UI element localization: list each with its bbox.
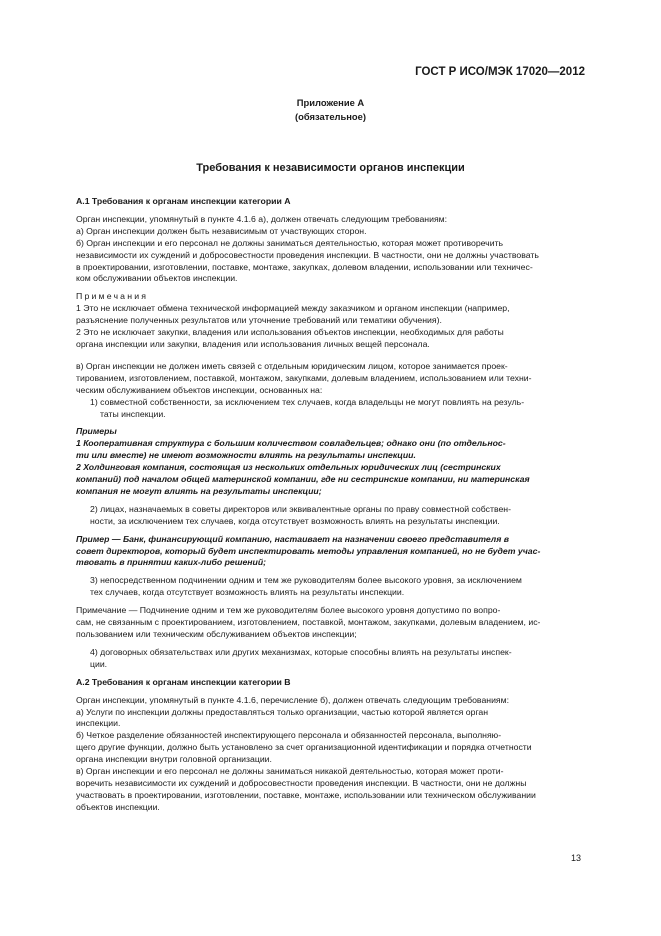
paragraph: б) Орган инспекции и его персонал не должны заниматься деятельностью, которая может противоречить bbox=[76, 237, 504, 248]
list-item: тех случаев, когда отсутствует возможность влиять на результаты инспекции. bbox=[90, 587, 405, 598]
note: органа инспекции или закупки, владения или использования личных вещей персонала. bbox=[76, 338, 430, 349]
paragraph: в проектировании, изготовлении, поставке, монтаже, закупках, долевом владении, использовании или техничес- bbox=[76, 261, 533, 272]
list-item: 2) лицах, назначаемых в советы директоров или эквивалентные органы по праву совместной собствен- bbox=[90, 503, 511, 514]
list-item: ции. bbox=[90, 658, 108, 669]
list-item: 4) договорных обязательствах или других механизмах, которые способны влиять на результаты инспек- bbox=[90, 646, 512, 657]
note: 2 Это не исключает закупки, владения или использования объектов инспекции, необходимых для работы bbox=[76, 327, 504, 338]
notes-heading: Примечания bbox=[76, 291, 149, 302]
appendix-title bbox=[0, 96, 661, 124]
standard-header: ГОСТ Р ИСО/МЭК 17020—2012 bbox=[415, 66, 585, 78]
paragraph: Орган инспекции, упомянутый в пункте 4.1.6, перечисление б), должен отвечать следующим требованиям: bbox=[76, 694, 510, 705]
paragraph: независимости их суждений и добросовестности проведения инспекции. В частности, они не должны участвовать bbox=[76, 249, 539, 260]
note: сам, не связанным с проектированием, изготовлением, поставкой, монтажом, закупками, долевым владением, ис- bbox=[76, 617, 541, 628]
example: твовать в принятии каких-либо решений; bbox=[76, 557, 267, 568]
page-number: 13 bbox=[570, 853, 581, 863]
example: 2 Холдинговая компания, состоящая из нескольких отдельных юридических лиц (сестринских bbox=[76, 462, 501, 473]
paragraph: Орган инспекции, упомянутый в пункте 4.1.6 а), должен отвечать следующим требованиям: bbox=[76, 213, 448, 224]
paragraph: тированием, изготовлением, поставкой, монтажом, закупками, долевым владением, использованием или техни- bbox=[76, 372, 532, 383]
paragraph: а) Орган инспекции должен быть независимым от участвующих сторон. bbox=[76, 225, 367, 236]
appendix-subtitle: (обязательное) bbox=[295, 111, 366, 122]
paragraph: воречить независимости их суждений и добросовестности проведения инспекции. В частности, они не должны bbox=[76, 777, 527, 788]
example: 1 Кооперативная структура с большим количеством совладельцев; однако они (по отдельнос- bbox=[76, 438, 506, 449]
paragraph: объектов инспекции. bbox=[76, 801, 160, 812]
paragraph: в) Орган инспекции не должен иметь связей с отдельным юридическим лицом, которое занимается проек- bbox=[76, 360, 508, 371]
note: Примечание — Подчинение одним и тем же руководителям более высокого уровня допустимо по вопро- bbox=[76, 605, 501, 616]
example: Пример — Банк, финансирующий компанию, настаивает на назначении своего представителя в bbox=[76, 533, 509, 544]
section-heading-a1: А.1 Требования к органам инспекции категории А bbox=[76, 196, 291, 206]
paragraph: органа инспекции внутри головной организации. bbox=[76, 754, 272, 765]
paragraph: а) Услуги по инспекции должны предоставляться только организации, частью которой является орган bbox=[76, 706, 489, 717]
example: компания не могут влиять на результаты инспекции; bbox=[76, 485, 322, 496]
example: совет директоров, который будет инспектировать методы управления компанией, но не будет учас- bbox=[76, 545, 541, 556]
paragraph: щего другие функции, должно быть установлено за счет организационной идентификации и порядка отчетности bbox=[76, 742, 532, 753]
appendix-label: Приложение А bbox=[296, 97, 365, 108]
paragraph: ком обслуживании объектов инспекции. bbox=[76, 273, 238, 284]
list-item: 1) совместной собственности, за исключением тех случаев, когда владельцы не могут повлиять на резуль- bbox=[90, 396, 525, 407]
example: компаний) под началом общей материнской компании, где ни сестринские компании, ни материнская bbox=[76, 474, 530, 485]
document-body bbox=[76, 196, 583, 814]
section-heading-a2: А.2 Требования к органам инспекции категории В bbox=[76, 676, 291, 687]
note: разъяснение полученных результатов или уточнение требований или тематики обучения). bbox=[76, 315, 442, 326]
example: ти или вместе) не имеют возможности влиять на результаты инспекции. bbox=[76, 450, 416, 461]
list-item: ности, за исключением тех случаев, когда отсутствует возможность влиять на результаты инспекции. bbox=[90, 515, 500, 526]
list-item: таты инспекции. bbox=[100, 408, 166, 419]
examples-heading: Примеры bbox=[76, 426, 117, 437]
note: пользованием или техническим обслуживанием объектов инспекции; bbox=[76, 629, 357, 639]
paragraph: участвовать в проектировании, изготовлении, поставке, монтаже, использовании или техническом обслуживании bbox=[76, 789, 536, 800]
paragraph: инспекции. bbox=[76, 718, 121, 729]
list-item: 3) непосредственном подчинении одним и тем же руководителям более высокого уровня, за исключением bbox=[90, 575, 522, 586]
paragraph: ческим обслуживанием объектов инспекции, основанных на: bbox=[76, 384, 323, 395]
note: 1 Это не исключает обмена технической информацией между заказчиком и органом инспекции (например, bbox=[76, 303, 510, 314]
main-title: Требования к независимости органов инспекции bbox=[196, 162, 465, 174]
paragraph: в) Орган инспекции и его персонал не должны заниматься никакой деятельностью, которая может проти- bbox=[76, 766, 504, 777]
paragraph: б) Четкое разделение обязанностей инспектирующего персонала и обязанностей персонала, выполняю- bbox=[76, 730, 502, 741]
